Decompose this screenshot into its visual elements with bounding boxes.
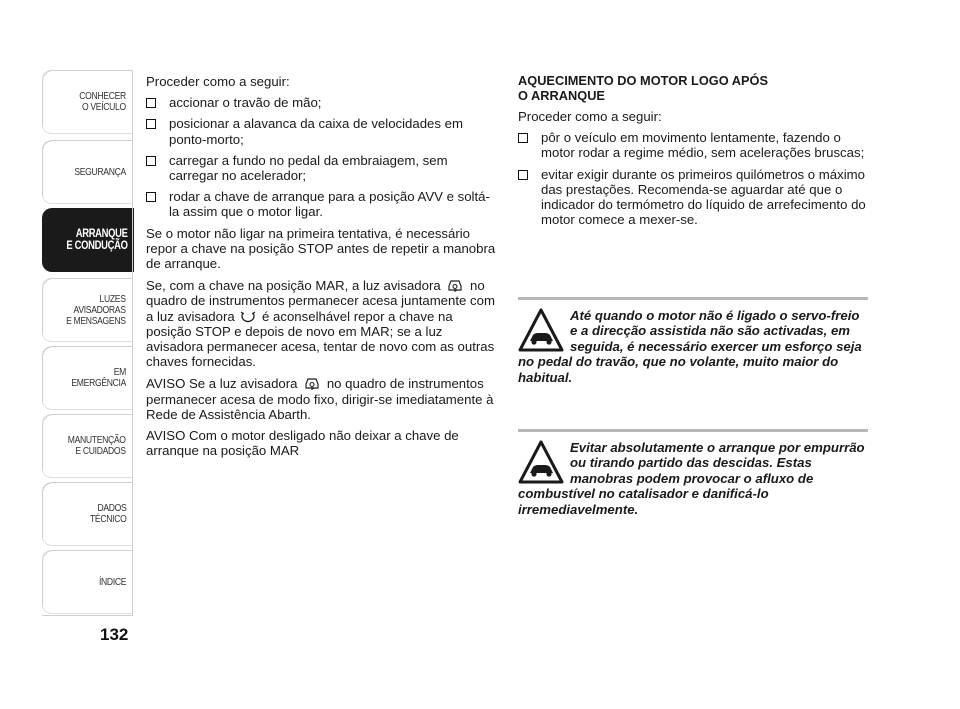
page-number: 132: [100, 625, 129, 644]
section-heading: AQUECIMENTO DO MOTOR LOGO APÓS O ARRANQUE: [518, 73, 769, 103]
immobilizer-warning-light-icon: [303, 375, 321, 391]
tab-em-emergencia[interactable]: [42, 346, 132, 410]
list-item: evitar exigir durante os primeiros quilómetros o máximo das prestações. Recomenda-se aguardar até que o indicador do termómetro do líquido de arrefecimento do motor comece a mexer-se.: [518, 167, 873, 228]
tab-conhecer-o-veiculo[interactable]: [42, 70, 132, 134]
checkbox-bullet-icon: [146, 156, 156, 166]
paragraph: Se o motor não ligar na primeira tentativa, é necessário repor a chave na posição STOP antes de repetir a manobra de arranque.: [146, 225, 496, 272]
warning-text: Até quando o motor não é ligado o servo-freio e a direcção assistida não são activadas, em seguida, é necessário exercer um esforço seja no pedal do travão, que no volante, muito maior do habitual.: [518, 308, 862, 385]
sidebar-divider: [132, 70, 133, 615]
list-item: pôr o veículo em movimento lentamente, fazendo o motor rodar a regime médio, sem acelerações bruscas;: [518, 130, 873, 160]
tab-label: MANUTENÇÃO E CUIDADOS: [68, 434, 126, 457]
tab-label: ÍNDICE: [98, 575, 126, 588]
tab-arranque-e-conducao[interactable]: [42, 208, 134, 272]
intro-text: Proceder como a seguir:: [146, 74, 290, 89]
tab-label: DADOS TÉCNICO: [89, 502, 126, 525]
left-column: [146, 74, 496, 464]
checkbox-bullet-icon: [518, 170, 528, 180]
list-item: carregar a fundo no pedal da embraiagem, sem carregar no acelerador;: [146, 153, 496, 183]
tab-label: ARRANQUE E CONDUÇÃO: [66, 227, 128, 252]
tab-label: CONHECER O VEÍCULO: [79, 90, 126, 113]
checkbox-bullet-icon: [146, 192, 156, 202]
car-warning-triangle-icon: [518, 440, 564, 484]
checkbox-bullet-icon: [518, 133, 528, 143]
checkbox-bullet-icon: [146, 119, 156, 129]
list-item: accionar o travão de mão;: [146, 95, 496, 110]
car-warning-triangle-icon: [518, 308, 564, 352]
tab-indice[interactable]: [42, 550, 132, 614]
tab-label: SEGURANÇA: [74, 165, 126, 178]
right-column: [518, 74, 873, 233]
warning-box: [518, 297, 868, 385]
engine-warning-light-icon: [240, 310, 256, 324]
bottom-rule: [42, 615, 133, 616]
tab-dados-tecnico[interactable]: [42, 482, 132, 546]
warning-box: [518, 429, 868, 517]
intro-text: Proceder como a seguir:: [518, 109, 662, 124]
tab-seguranca[interactable]: [42, 140, 132, 204]
tab-label: LUZES AVISADORAS E MENSAGENS: [66, 292, 126, 327]
paragraph: Se, com a chave na posição MAR, a luz avisadora no quadro de instrumentos permanecer acesa juntamente com a luz avisadora é aconselhável repor a chave na posição STOP e depois de novo em MAR; se a luz avisadora permanecer acesa, tentar de novo com as outras chaves fornecidas.: [146, 278, 495, 370]
paragraph: AVISO Se a luz avisadora no quadro de instrumentos permanecer acesa de modo fixo, dirigir-se imediatamente à Rede de Assistência Abarth.: [146, 376, 494, 422]
list-item: rodar a chave de arranque para a posição AVV e soltá-la assim que o motor ligar.: [146, 189, 496, 219]
paragraph: AVISO Com o motor desligado não deixar a chave de arranque na posição MAR: [146, 428, 459, 459]
checkbox-bullet-icon: [146, 98, 156, 108]
tab-label: EM EMERGÊNCIA: [71, 366, 126, 389]
warning-text: Evitar absolutamente o arranque por empurrão ou tirando partido das descidas. Estas manobras podem provocar o afluxo de combustível no catalisador e danificá-lo irremediavelmente.: [518, 440, 865, 517]
immobilizer-warning-light-icon: [446, 277, 464, 293]
tab-manutencao[interactable]: [42, 414, 132, 478]
tab-luzes-avisadoras[interactable]: [42, 278, 132, 342]
list-item: posicionar a alavanca da caixa de velocidades em ponto-morto;: [146, 116, 496, 146]
